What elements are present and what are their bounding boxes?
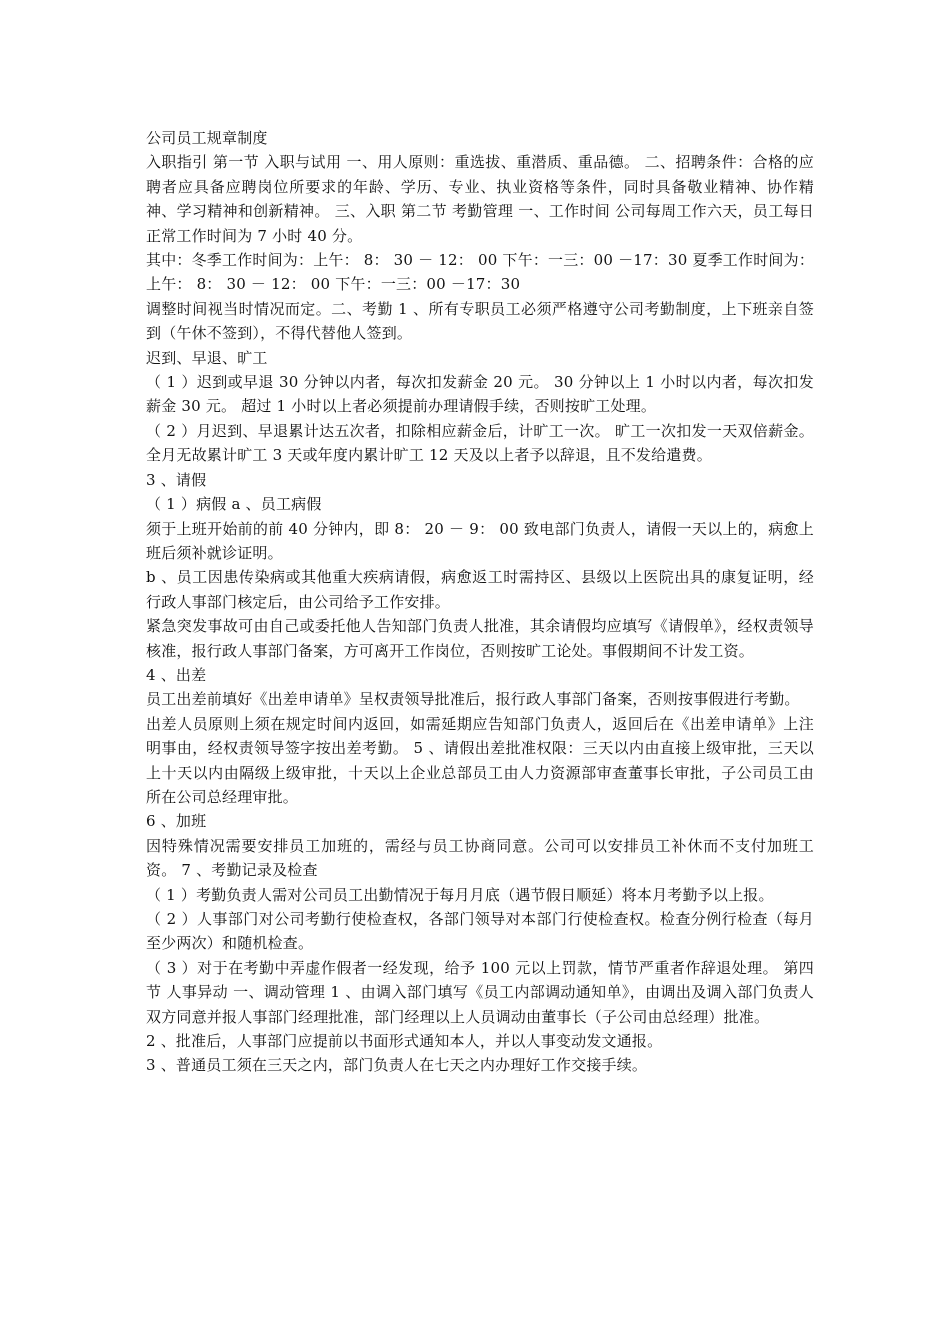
document-page xyxy=(146,126,814,1078)
paragraph-transfer-notice: 2 、批准后，人事部门应提前以书面形式通知本人，并以人事变动发文通报。 xyxy=(146,1032,663,1051)
paragraph-onboarding: 入职指引 第一节 入职与试用 一、用人原则：重选拔、重潜质、重品德。 二、招聘条件：合格的应聘者应具备应聘岗位所要求的年龄、学历、专业、执业资格等条件，同时具备敬业精神、协作精神、学习精神和创新精神。 三、入职 第二节 考勤管理 一、工作时间 公司每周工作六天，员工每日正常工作时间为 7 小时 40 分。 xyxy=(146,153,814,245)
paragraph-work-hours: 其中：冬季工作时间为：上午： 8： 30 － 12： 00 下午：一三：00 －17：30 夏季工作时间为：上午： 8： 30 － 12： 00 下午：一三：00 －17：30 xyxy=(146,251,815,294)
paragraph-trip-return-approval: 出差人员原则上须在规定时间内返回，如需延期应告知部门负责人，返回后在《出差申请单》上注明事由，经权责领导签字按出差考勤。 5 、请假出差批准权限：三天以内由直接上级审批，三天以上十天以内由隔级上级审批，十天以上企业总部员工由人力资源部审查董事长审批，子公司员工由所在公司总经理审批。 xyxy=(146,714,814,806)
paragraph-late-rule-2: （ 2 ）月迟到、早退累计达五次者，扣除相应薪金后，计旷工一次。 旷工一次扣发一天双倍薪金。 全月无故累计旷工 3 天或年度内累计旷工 12 天及以上者予以辞退，且不发给遣费。 xyxy=(146,421,814,465)
paragraph-record-check-3-transfer: （ 3 ）对于在考勤中弄虚作假者一经发现，给予 100 元以上罚款，情节严重者作辞退处理。 第四节 人事异动 一、调动管理 1 、由调入部门填写《员工内部调动通知单》，由调出及调入部门负责人双方同意并报人事部门经理批准，部门经理以上人员调动由董事长（子公司由总经理）批准。 xyxy=(146,958,814,1026)
paragraph-record-check-2: （ 2 ）人事部门对公司考勤行使检查权，各部门领导对本部门行使检查权。检查分例行检查（每月至少两次）和随机检查。 xyxy=(146,910,814,953)
paragraph-record-check-1: （ 1 ）考勤负责人需对公司员工出勤情况于每月月底（遇节假日顺延）将本月考勤予以上报。 xyxy=(146,885,774,904)
subheading-sick-leave: （ 1 ）病假 a 、员工病假 xyxy=(146,495,322,514)
paragraph-trip-application: 员工出差前填好《出差申请单》呈权责领导批准后，报行政人事部门备案，否则按事假进行考勤。 xyxy=(146,690,800,709)
paragraph-handover: 3 、普通员工须在三天之内，部门负责人在七天之内办理好工作交接手续。 xyxy=(146,1056,648,1075)
paragraph-late-rule-1: （ 1 ）迟到或早退 30 分钟以内者，每次扣发薪金 20 元。 30 分钟以上 1 小时以内者，每次扣发薪金 30 元。 超过 1 小时以上者必须提前办理请假手续，否则按旷工处理。 xyxy=(146,373,814,416)
heading-business-trip: 4 、出差 xyxy=(146,665,207,684)
heading-late-early-absent: 迟到、早退、旷工 xyxy=(146,348,268,367)
document-title: 公司员工规章制度 xyxy=(146,129,268,147)
paragraph-attendance-signin: 调整时间视当时情况而定。二、考勤 1 、所有专职员工必须严格遵守公司考勤制度，上下班亲自签到（午休不签到），不得代替他人签到。 xyxy=(146,299,814,343)
paragraph-personal-leave: 紧急突发事故可由自己或委托他人告知部门负责人批准，其余请假均应填写《请假单》，经权责领导核准，报行政人事部门备案，方可离开工作岗位，否则按旷工论处。事假期间不计发工资。 xyxy=(146,617,814,660)
paragraph-sick-leave-serious: b 、员工因患传染病或其他重大疾病请假，病愈返工时需持区、县级以上医院出具的康复证明，经行政人事部门核定后，由公司给予工作安排。 xyxy=(146,568,814,611)
paragraph-overtime: 因特殊情况需要安排员工加班的，需经与员工协商同意。公司可以安排员工补休而不支付加班工资。 7 、考勤记录及检查 xyxy=(146,836,814,880)
paragraph-sick-leave-call: 须于上班开始前的前 40 分钟内，即 8： 20 － 9： 00 致电部门负责人，请假一天以上的，病愈上班后须补就诊证明。 xyxy=(146,519,814,562)
heading-leave: 3 、请假 xyxy=(146,470,207,489)
heading-overtime: 6 、加班 xyxy=(146,812,207,831)
